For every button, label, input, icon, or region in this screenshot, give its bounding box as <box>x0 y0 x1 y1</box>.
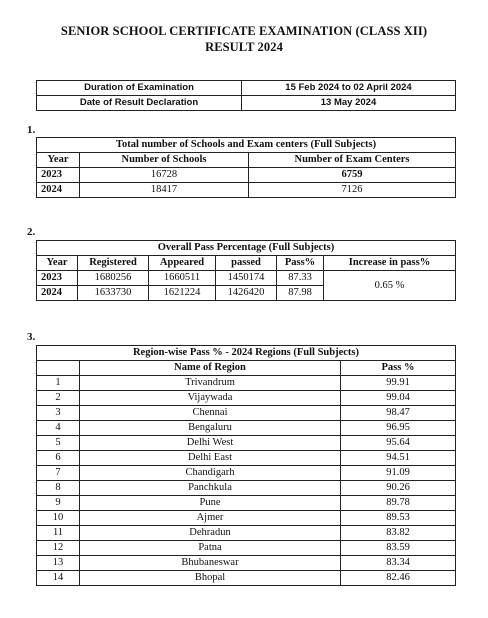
table-cell: 2023 <box>37 271 78 286</box>
table-title: Region-wise Pass % - 2024 Regions (Full Subjects) <box>37 346 456 361</box>
region-pass-percent: 96.95 <box>341 421 456 436</box>
region-pass-percent: 91.09 <box>341 466 456 481</box>
column-header: Appeared <box>149 256 216 271</box>
table-cell: 1680256 <box>78 271 149 286</box>
column-header: Pass % <box>341 361 456 376</box>
region-rank: 4 <box>37 421 80 436</box>
region-pass-percent: 83.82 <box>341 526 456 541</box>
table-cell: 1660511 <box>149 271 216 286</box>
table-header-row <box>37 256 456 271</box>
exam-duration-value: 15 Feb 2024 to 02 April 2024 <box>242 81 456 96</box>
section-number: 2. <box>27 226 36 238</box>
table-row <box>37 168 456 183</box>
table-title: Overall Pass Percentage (Full Subjects) <box>37 241 456 256</box>
result-date-label: Date of Result Declaration <box>37 96 242 111</box>
table-row <box>37 241 456 256</box>
region-pass-percent: 89.78 <box>341 496 456 511</box>
table-cell: 2023 <box>37 168 80 183</box>
table-title: Total number of Schools and Exam centers (Full Subjects) <box>37 138 456 153</box>
region-name: Chandigarh <box>80 466 341 481</box>
column-header: passed <box>216 256 277 271</box>
region-rank: 14 <box>37 571 80 586</box>
region-pass-percent: 95.64 <box>341 436 456 451</box>
region-pass-percent: 99.91 <box>341 376 456 391</box>
region-name: Panchkula <box>80 481 341 496</box>
region-rank: 6 <box>37 451 80 466</box>
region-rank: 5 <box>37 436 80 451</box>
region-table <box>36 345 456 586</box>
table-row <box>37 526 456 541</box>
region-name: Bengaluru <box>80 421 341 436</box>
region-name: Pune <box>80 496 341 511</box>
table-row <box>37 391 456 406</box>
table-row <box>37 81 456 96</box>
table-row <box>37 421 456 436</box>
region-rank: 2 <box>37 391 80 406</box>
table-row <box>37 511 456 526</box>
table-row <box>37 406 456 421</box>
section-number: 3. <box>27 331 36 343</box>
increase-cell: 0.65 % <box>324 271 456 301</box>
document-title: SENIOR SCHOOL CERTIFICATE EXAMINATION (CLASS XII) <box>60 24 428 38</box>
table-cell: 6759 <box>249 168 456 183</box>
table-row <box>37 271 456 286</box>
table-cell: 1633730 <box>78 286 149 301</box>
region-pass-percent: 99.04 <box>341 391 456 406</box>
table-header-row <box>37 361 456 376</box>
column-header <box>37 361 80 376</box>
exam-info-table <box>36 80 456 111</box>
table-row <box>37 346 456 361</box>
region-pass-percent: 90.26 <box>341 481 456 496</box>
table-row <box>37 556 456 571</box>
table-row <box>37 481 456 496</box>
region-pass-percent: 98.47 <box>341 406 456 421</box>
section-number: 1. <box>27 124 36 136</box>
table-row <box>37 138 456 153</box>
column-header: Year <box>37 256 78 271</box>
region-pass-percent: 83.59 <box>341 541 456 556</box>
region-rank: 12 <box>37 541 80 556</box>
region-name: Ajmer <box>80 511 341 526</box>
table-cell: 1426420 <box>216 286 277 301</box>
table-cell: 18417 <box>80 183 249 198</box>
region-rank: 7 <box>37 466 80 481</box>
region-rank: 3 <box>37 406 80 421</box>
region-pass-percent: 82.46 <box>341 571 456 586</box>
table-cell: 1621224 <box>149 286 216 301</box>
column-header: Number of Schools <box>80 153 249 168</box>
table-row <box>37 466 456 481</box>
table-cell: 2024 <box>37 286 78 301</box>
region-rank: 8 <box>37 481 80 496</box>
column-header: Increase in pass% <box>324 256 456 271</box>
region-name: Dehradun <box>80 526 341 541</box>
table-row <box>37 376 456 391</box>
table-row <box>37 183 456 198</box>
region-name: Delhi East <box>80 451 341 466</box>
table-row <box>37 571 456 586</box>
region-name: Patna <box>80 541 341 556</box>
table-row <box>37 451 456 466</box>
region-rank: 11 <box>37 526 80 541</box>
table-cell: 2024 <box>37 183 80 198</box>
region-pass-percent: 94.51 <box>341 451 456 466</box>
region-name: Chennai <box>80 406 341 421</box>
column-header: Year <box>37 153 80 168</box>
region-name: Delhi West <box>80 436 341 451</box>
column-header: Number of Exam Centers <box>249 153 456 168</box>
region-rank: 10 <box>37 511 80 526</box>
table-cell: 16728 <box>80 168 249 183</box>
table-cell: 87.98 <box>277 286 324 301</box>
region-pass-percent: 89.53 <box>341 511 456 526</box>
exam-duration-label: Duration of Examination <box>37 81 242 96</box>
table-cell: 7126 <box>249 183 456 198</box>
document-subtitle: RESULT 2024 <box>205 40 283 54</box>
region-rank: 1 <box>37 376 80 391</box>
table-cell: 1450174 <box>216 271 277 286</box>
region-rank: 13 <box>37 556 80 571</box>
region-name: Trivandrum <box>80 376 341 391</box>
table-cell: 87.33 <box>277 271 324 286</box>
region-pass-percent: 83.34 <box>341 556 456 571</box>
table-row <box>37 496 456 511</box>
region-name: Bhubaneswar <box>80 556 341 571</box>
region-name: Vijaywada <box>80 391 341 406</box>
result-date-value: 13 May 2024 <box>242 96 456 111</box>
table-row <box>37 96 456 111</box>
column-header: Pass% <box>277 256 324 271</box>
region-rank: 9 <box>37 496 80 511</box>
region-name: Bhopal <box>80 571 341 586</box>
column-header: Registered <box>78 256 149 271</box>
schools-table <box>36 137 456 198</box>
table-row <box>37 436 456 451</box>
pass-percentage-table <box>36 240 456 301</box>
table-header-row <box>37 153 456 168</box>
column-header: Name of Region <box>80 361 341 376</box>
table-row <box>37 541 456 556</box>
